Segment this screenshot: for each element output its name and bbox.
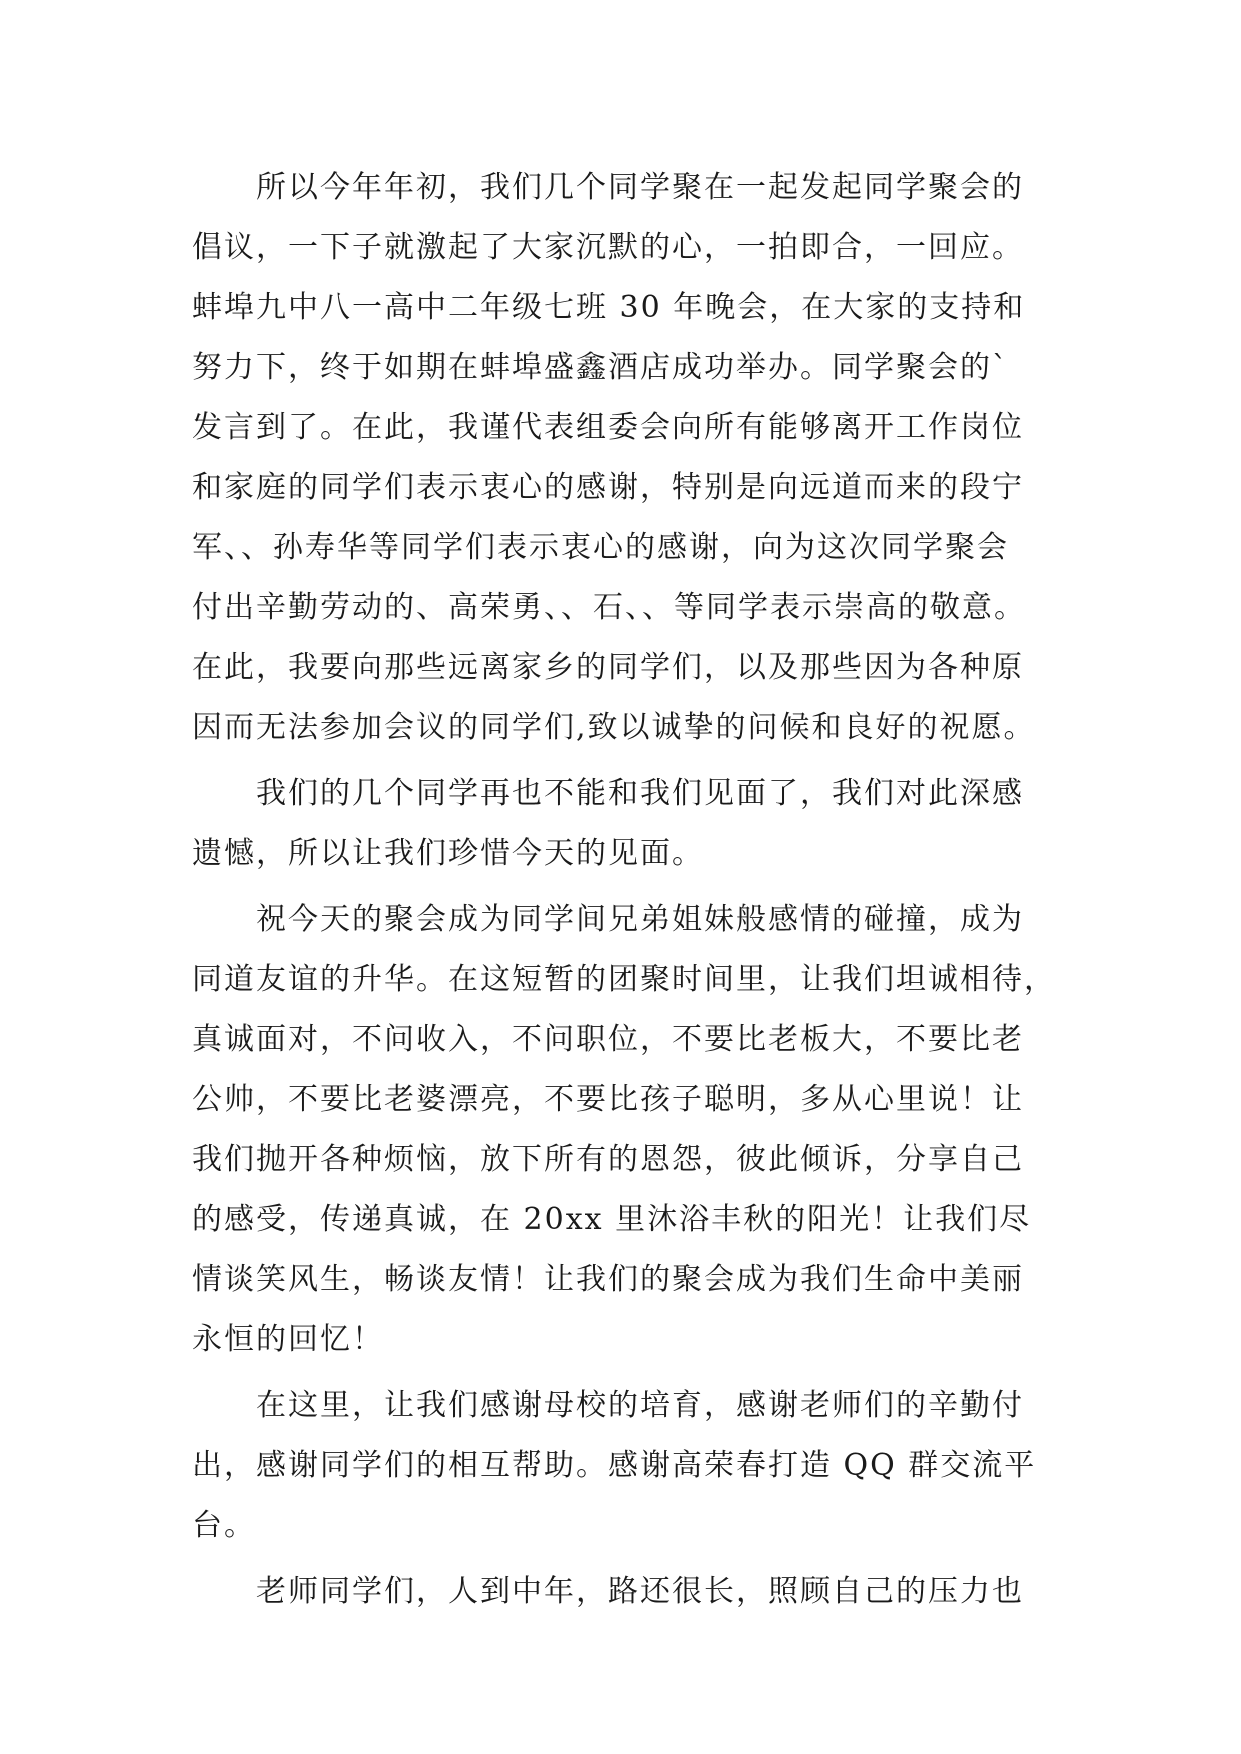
document-body: [192, 158, 1056, 1622]
text-line: 公帅，不要比老婆漂亮，不要比孩子聪明，多从心里说！让: [192, 1082, 1024, 1117]
text-line: 和家庭的同学们表示衷心的感谢，特别是向远道而来的段宁: [192, 470, 1024, 505]
text-line: 蚌埠九中八一高中二年级七班 30 年晚会，在大家的支持和: [192, 290, 1026, 325]
text-line: 出，感谢同学们的相互帮助。感谢高荣春打造 QQ 群交流平: [192, 1448, 1037, 1483]
text-line: 我们的几个同学再也不能和我们见面了，我们对此深感: [256, 776, 1024, 811]
text-line: 遗憾，所以让我们珍惜今天的见面。: [192, 836, 704, 871]
text-line: 台。: [192, 1508, 256, 1543]
text-line: 真诚面对，不问收入，不问职位，不要比老板大，不要比老: [192, 1022, 1024, 1057]
text-line: 发言到了。在此，我谨代表组委会向所有能够离开工作岗位: [192, 410, 1024, 445]
text-line: 因而无法参加会议的同学们,致以诚挚的问候和良好的祝愿。: [192, 710, 1036, 745]
text-line: 老师同学们，人到中年，路还很长，照顾自己的压力也: [256, 1574, 1024, 1609]
paragraph-2: [192, 764, 1052, 884]
text-line: 同道友谊的升华。在这短暂的团聚时间里，让我们坦诚相待，: [192, 962, 1056, 997]
text-line: 在此，我要向那些远离家乡的同学们，以及那些因为各种原: [192, 650, 1024, 685]
text-line: 情谈笑风生，畅谈友情！让我们的聚会成为我们生命中美丽: [192, 1262, 1024, 1297]
text-line: 所以今年年初，我们几个同学聚在一起发起同学聚会的: [256, 170, 1024, 205]
paragraph-4: [192, 1376, 1052, 1556]
paragraph-5: [192, 1562, 1052, 1622]
text-line: 在这里，让我们感谢母校的培育，感谢老师们的辛勤付: [256, 1388, 1024, 1423]
text-line: 的感受，传递真诚，在 20xx 里沐浴丰秋的阳光！让我们尽: [192, 1202, 1032, 1237]
text-line: 付出辛勤劳动的、高荣勇、、石、、等同学表示崇高的敬意。: [192, 590, 1026, 625]
text-line: 努力下，终于如期在蚌埠盛鑫酒店成功举办。同学聚会的`: [192, 350, 1009, 385]
paragraph-1: [192, 158, 1052, 758]
paragraph-3: [192, 890, 1056, 1370]
text-line: 祝今天的聚会成为同学间兄弟姐妹般感情的碰撞，成为: [256, 902, 1024, 937]
text-line: 永恒的回忆！: [192, 1322, 384, 1357]
text-line: 军、、孙寿华等同学们表示衷心的感谢，向为这次同学聚会: [192, 530, 1009, 565]
text-line: 我们抛开各种烦恼，放下所有的恩怨，彼此倾诉，分享自己: [192, 1142, 1024, 1177]
text-line: 倡议，一下子就激起了大家沉默的心，一拍即合，一回应。: [192, 230, 1024, 265]
